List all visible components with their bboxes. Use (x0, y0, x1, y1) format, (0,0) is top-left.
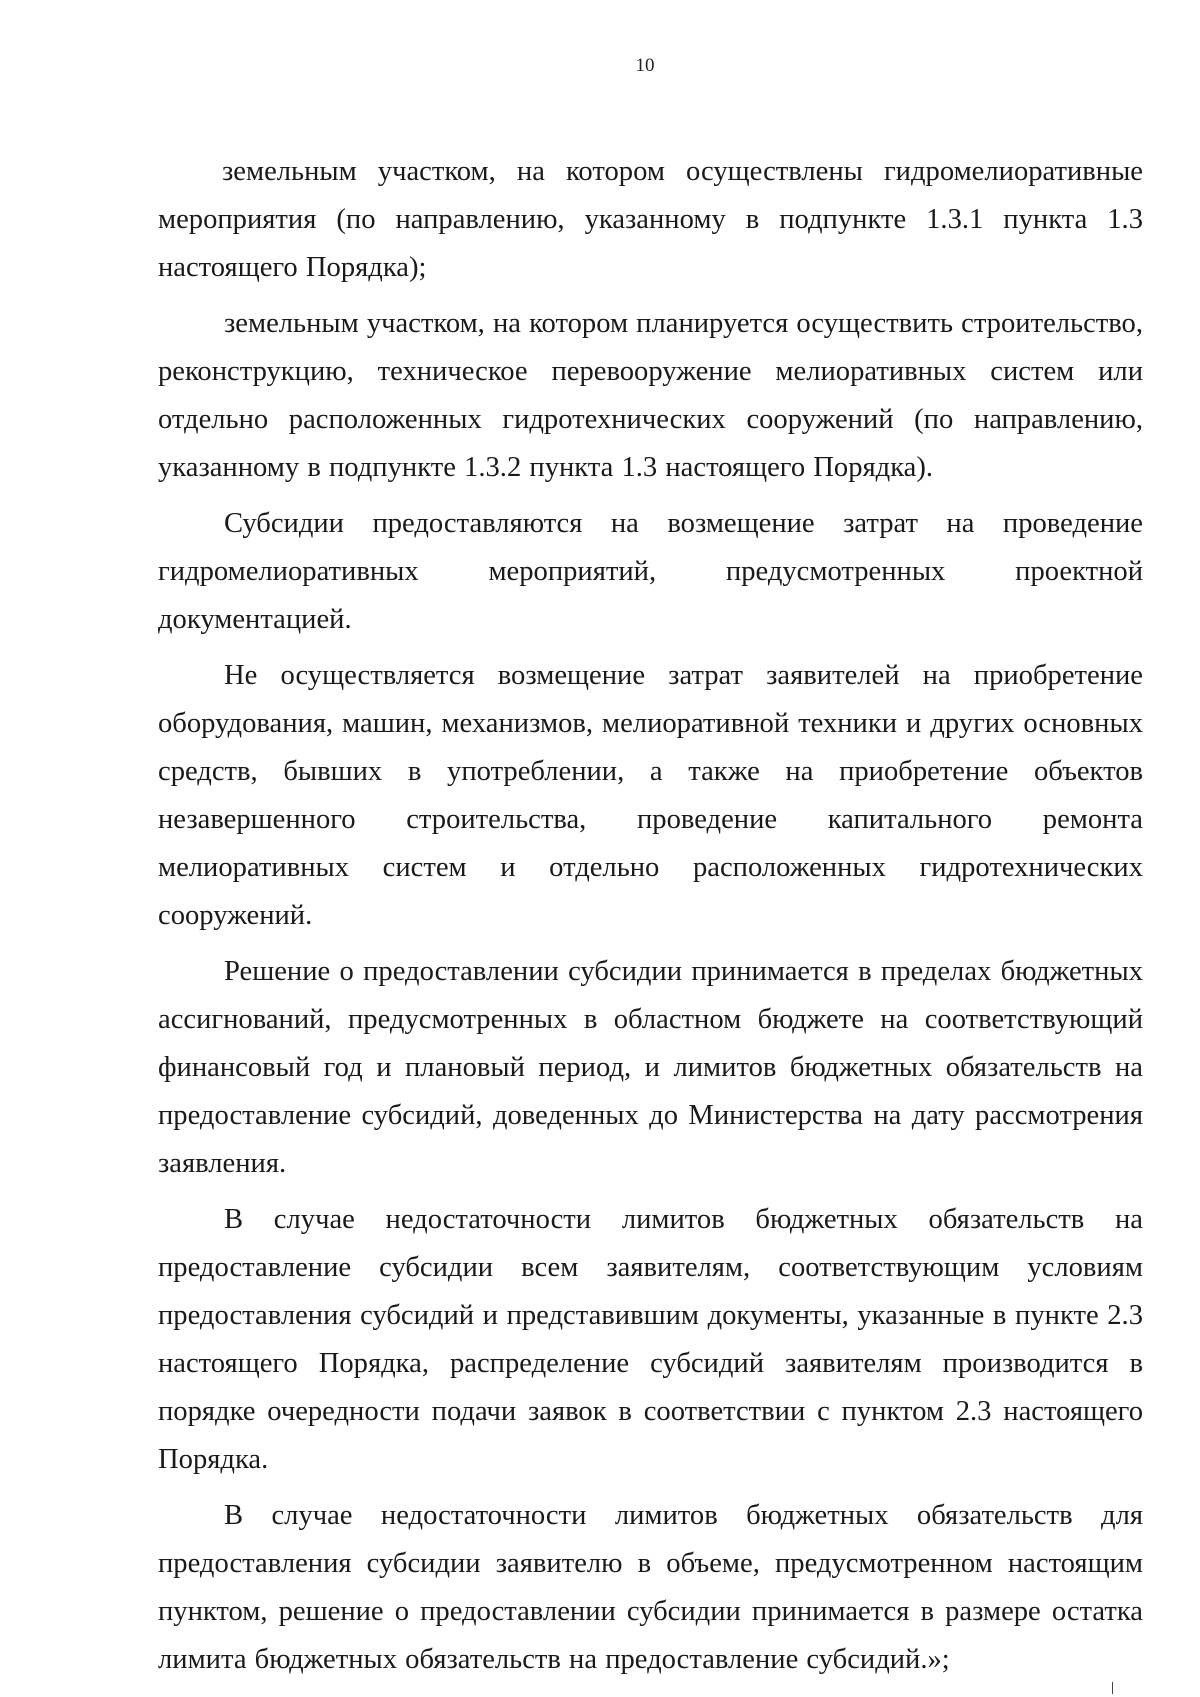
paragraph-decision-limits: Решение о предоставлении субсидии принимается в пределах бюджетных ассигнований, предусмотренных в областном бюджете на соответствующий финансовый год и плановый период, и лимитов бюджетных обязательств на предоставление субсидий, доведенных до Министерства на дату рассмотрения заявления. (158, 956, 1143, 1179)
page-number: 10 (635, 55, 655, 76)
paragraph-reclaimed-land: земельным участком, на котором осуществлены гидромелиоративные мероприятия (по направлению, указанному в подпункте 1.3.1 пункта 1.3 настоящего Порядка); (158, 156, 1143, 283)
document-body (158, 148, 1143, 1684)
scan-artifact-mark (1112, 1682, 1113, 1694)
paragraph-subsidy-purpose: Субсидии предоставляются на возмещение затрат на проведение гидромелиоративных мероприятий, предусмотренных проектной документацией. (158, 508, 1143, 635)
paragraph-insufficient-limits-remainder: В случае недостаточности лимитов бюджетных обязательств для предоставления субсидии заявителю в объеме, предусмотренном настоящим пунктом, решение о предоставлении субсидии принимается в размере остатка лимита бюджетных обязательств на предоставление субсидий.»; (158, 1500, 1143, 1675)
paragraph-excluded-costs: Не осуществляется возмещение затрат заявителей на приобретение оборудования, машин, механизмов, мелиоративной техники и других основных средств, бывших в употреблении, а также на приобретение объектов незавершенного строительства, проведение капитального ремонта мелиоративных систем и отдельно расположенных гидротехнических сооружений. (158, 660, 1143, 931)
paragraph-insufficient-limits-order: В случае недостаточности лимитов бюджетных обязательств на предоставление субсидии всем заявителям, соответствующим условиям предоставления субсидий и представившим документы, указанные в пункте 2.3 настоящего Порядка, распределение субсидий заявителям производится в порядке очередности подачи заявок в соответствии с пунктом 2.3 настоящего Порядка. (158, 1204, 1143, 1475)
paragraph-planned-construction: земельным участком, на котором планируется осуществить строительство, реконструкцию, техническое перевооружение мелиоративных систем или отдельно расположенных гидротехнических сооружений (по направлению, указанному в подпункте 1.3.2 пункта 1.3 настоящего Порядка). (158, 308, 1144, 483)
